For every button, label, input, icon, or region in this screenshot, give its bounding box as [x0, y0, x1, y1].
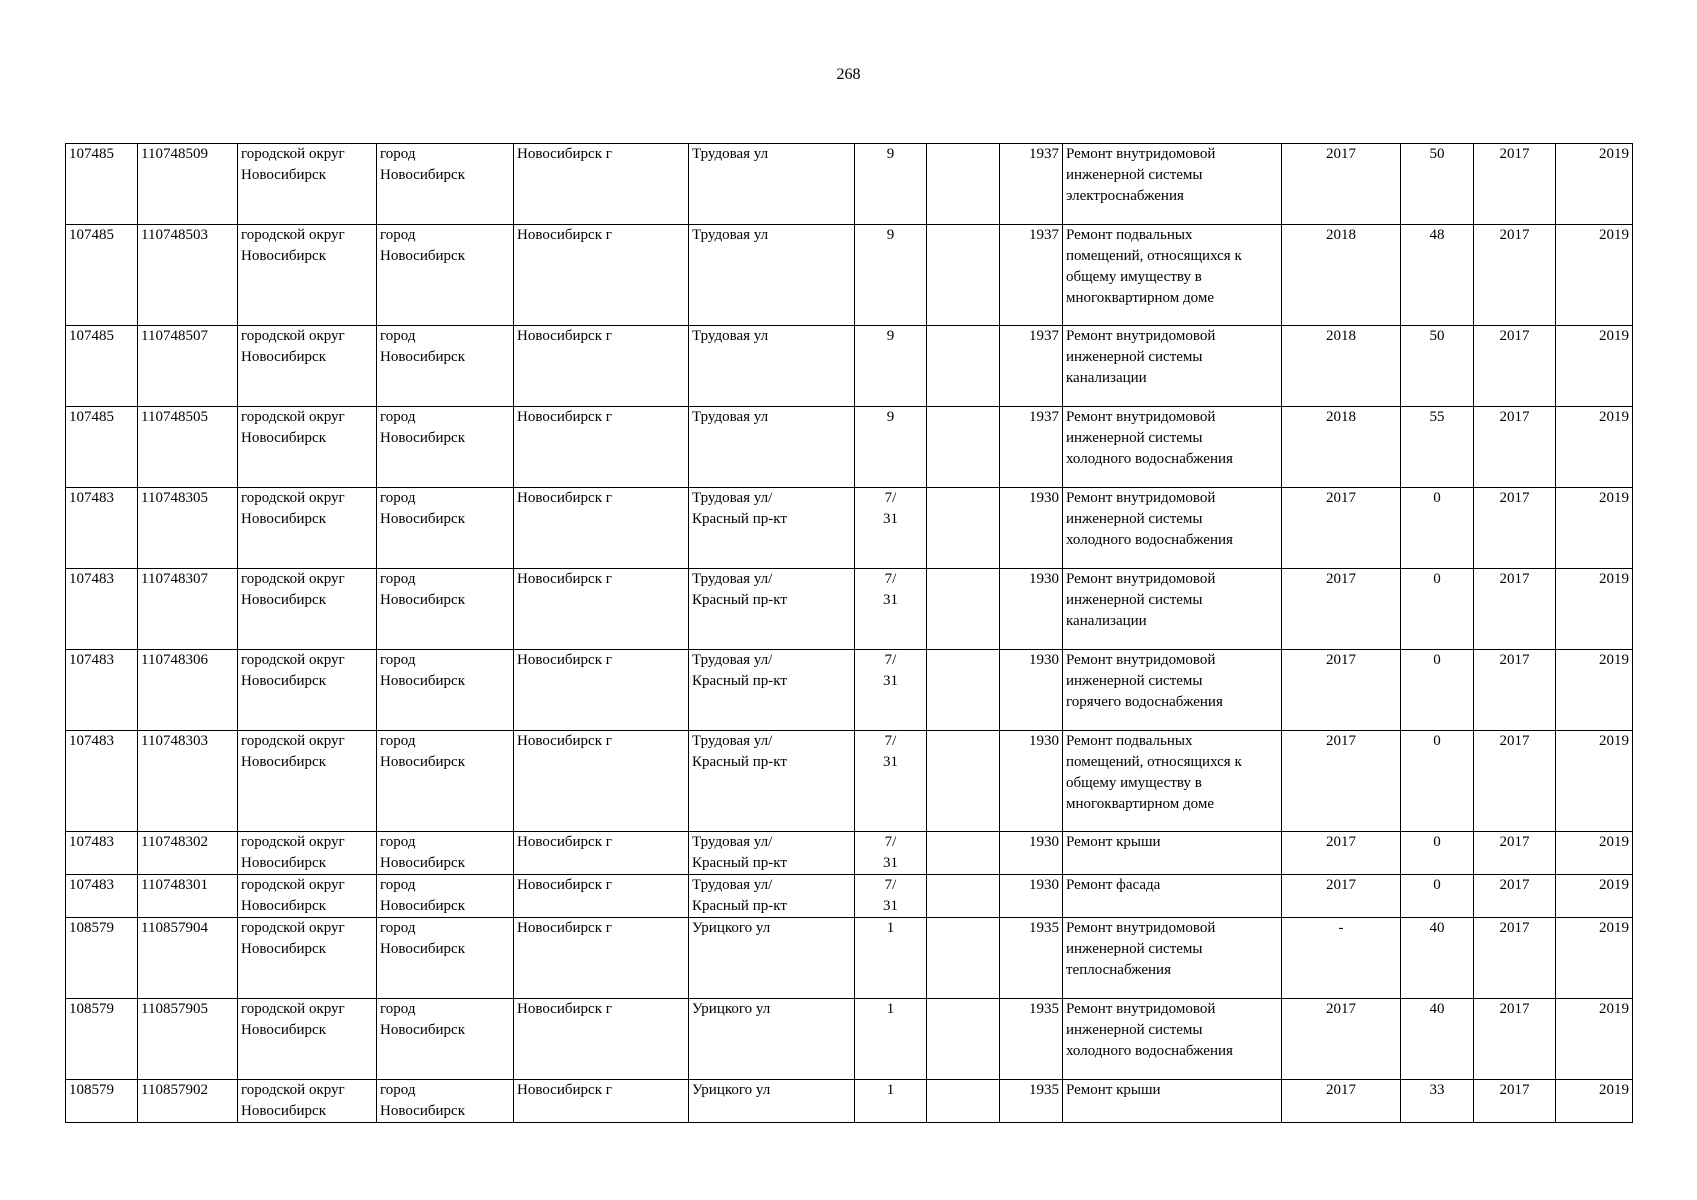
cell-work-type: Ремонт подвальных помещений, относящихся к общему имуществу в многоквартирном доме: [1063, 731, 1282, 832]
cell-planned-year: 2017: [1282, 875, 1401, 918]
cell-locality: Новосибирск г: [514, 999, 689, 1080]
cell-period-start: 2017: [1474, 488, 1556, 569]
cell-wear-percent: 0: [1401, 569, 1474, 650]
cell-house-id: 107485: [66, 144, 138, 225]
table-row: [66, 1080, 1633, 1123]
cell-work-id: 110748503: [138, 225, 238, 326]
cell-period-end: 2019: [1556, 875, 1633, 918]
cell-building: [927, 650, 1000, 731]
cell-street: Урицкого ул: [689, 1080, 855, 1123]
cell-municipal-district: городской округ Новосибирск: [238, 144, 377, 225]
cell-wear-percent: 0: [1401, 875, 1474, 918]
cell-street: Трудовая ул: [689, 225, 855, 326]
page-number: 268: [836, 66, 861, 83]
cell-building: [927, 918, 1000, 999]
cell-house-number: 7/ 31: [855, 569, 927, 650]
table-row: [66, 407, 1633, 488]
cell-planned-year: 2017: [1282, 832, 1401, 875]
cell-period-start: 2017: [1474, 407, 1556, 488]
table-row: [66, 488, 1633, 569]
cell-locality: Новосибирск г: [514, 650, 689, 731]
cell-street: Трудовая ул/ Красный пр-кт: [689, 488, 855, 569]
cell-locality: Новосибирск г: [514, 407, 689, 488]
cell-year-built: 1930: [1000, 731, 1063, 832]
capital-repair-table: [65, 143, 1633, 1123]
cell-house-number: 7/ 31: [855, 731, 927, 832]
cell-planned-year: 2017: [1282, 144, 1401, 225]
cell-settlement: город Новосибирск: [377, 225, 514, 326]
cell-year-built: 1935: [1000, 918, 1063, 999]
cell-planned-year: 2017: [1282, 650, 1401, 731]
cell-period-start: 2017: [1474, 875, 1556, 918]
cell-house-id: 108579: [66, 1080, 138, 1123]
cell-house-number: 9: [855, 144, 927, 225]
cell-settlement: город Новосибирск: [377, 731, 514, 832]
cell-work-type: Ремонт фасада: [1063, 875, 1282, 918]
cell-planned-year: 2017: [1282, 731, 1401, 832]
cell-planned-year: 2017: [1282, 488, 1401, 569]
cell-street: Трудовая ул/ Красный пр-кт: [689, 731, 855, 832]
cell-wear-percent: 0: [1401, 731, 1474, 832]
cell-period-start: 2017: [1474, 731, 1556, 832]
cell-house-id: 107483: [66, 832, 138, 875]
cell-house-id: 107483: [66, 731, 138, 832]
cell-house-number: 7/ 31: [855, 875, 927, 918]
cell-locality: Новосибирск г: [514, 731, 689, 832]
cell-municipal-district: городской округ Новосибирск: [238, 569, 377, 650]
cell-building: [927, 731, 1000, 832]
table-row: [66, 999, 1633, 1080]
cell-work-id: 110748305: [138, 488, 238, 569]
cell-period-end: 2019: [1556, 999, 1633, 1080]
cell-municipal-district: городской округ Новосибирск: [238, 918, 377, 999]
cell-locality: Новосибирск г: [514, 875, 689, 918]
cell-settlement: город Новосибирск: [377, 918, 514, 999]
cell-municipal-district: городской округ Новосибирск: [238, 326, 377, 407]
cell-municipal-district: городской округ Новосибирск: [238, 731, 377, 832]
cell-locality: Новосибирск г: [514, 225, 689, 326]
cell-house-number: 7/ 31: [855, 650, 927, 731]
cell-work-type: Ремонт крыши: [1063, 1080, 1282, 1123]
cell-planned-year: 2017: [1282, 999, 1401, 1080]
cell-year-built: 1937: [1000, 407, 1063, 488]
cell-building: [927, 569, 1000, 650]
cell-settlement: город Новосибирск: [377, 326, 514, 407]
cell-period-end: 2019: [1556, 918, 1633, 999]
cell-locality: Новосибирск г: [514, 918, 689, 999]
table-row: [66, 326, 1633, 407]
cell-house-number: 1: [855, 999, 927, 1080]
cell-period-end: 2019: [1556, 407, 1633, 488]
cell-period-start: 2017: [1474, 832, 1556, 875]
cell-building: [927, 225, 1000, 326]
cell-street: Трудовая ул/ Красный пр-кт: [689, 650, 855, 731]
cell-year-built: 1937: [1000, 144, 1063, 225]
cell-planned-year: 2018: [1282, 326, 1401, 407]
cell-work-id: 110857902: [138, 1080, 238, 1123]
cell-work-id: 110748303: [138, 731, 238, 832]
cell-work-type: Ремонт внутридомовой инженерной системы холодного водоснабжения: [1063, 407, 1282, 488]
cell-period-start: 2017: [1474, 999, 1556, 1080]
cell-year-built: 1930: [1000, 650, 1063, 731]
cell-settlement: город Новосибирск: [377, 1080, 514, 1123]
cell-municipal-district: городской округ Новосибирск: [238, 832, 377, 875]
table-row: [66, 225, 1633, 326]
cell-year-built: 1937: [1000, 326, 1063, 407]
cell-year-built: 1935: [1000, 999, 1063, 1080]
cell-period-end: 2019: [1556, 832, 1633, 875]
cell-building: [927, 832, 1000, 875]
cell-municipal-district: городской округ Новосибирск: [238, 488, 377, 569]
cell-settlement: город Новосибирск: [377, 999, 514, 1080]
cell-house-id: 108579: [66, 999, 138, 1080]
cell-wear-percent: 50: [1401, 326, 1474, 407]
cell-house-number: 1: [855, 918, 927, 999]
cell-municipal-district: городской округ Новосибирск: [238, 875, 377, 918]
cell-period-end: 2019: [1556, 488, 1633, 569]
cell-year-built: 1930: [1000, 488, 1063, 569]
cell-period-end: 2019: [1556, 326, 1633, 407]
cell-period-end: 2019: [1556, 225, 1633, 326]
cell-municipal-district: городской округ Новосибирск: [238, 999, 377, 1080]
cell-work-id: 110857904: [138, 918, 238, 999]
cell-work-type: Ремонт подвальных помещений, относящихся к общему имуществу в многоквартирном доме: [1063, 225, 1282, 326]
cell-locality: Новосибирск г: [514, 144, 689, 225]
cell-building: [927, 875, 1000, 918]
cell-period-start: 2017: [1474, 144, 1556, 225]
cell-work-id: 110748302: [138, 832, 238, 875]
table-row: [66, 875, 1633, 918]
cell-period-start: 2017: [1474, 326, 1556, 407]
cell-work-id: 110748301: [138, 875, 238, 918]
cell-wear-percent: 50: [1401, 144, 1474, 225]
cell-period-start: 2017: [1474, 650, 1556, 731]
cell-work-type: Ремонт внутридомовой инженерной системы электроснабжения: [1063, 144, 1282, 225]
cell-year-built: 1937: [1000, 225, 1063, 326]
cell-wear-percent: 33: [1401, 1080, 1474, 1123]
cell-settlement: город Новосибирск: [377, 875, 514, 918]
cell-work-id: 110748307: [138, 569, 238, 650]
cell-period-end: 2019: [1556, 144, 1633, 225]
cell-period-start: 2017: [1474, 1080, 1556, 1123]
cell-period-end: 2019: [1556, 650, 1633, 731]
cell-building: [927, 999, 1000, 1080]
cell-work-type: Ремонт крыши: [1063, 832, 1282, 875]
table-row: [66, 144, 1633, 225]
cell-wear-percent: 40: [1401, 918, 1474, 999]
cell-street: Урицкого ул: [689, 918, 855, 999]
cell-year-built: 1930: [1000, 569, 1063, 650]
cell-street: Трудовая ул: [689, 144, 855, 225]
cell-street: Трудовая ул: [689, 407, 855, 488]
cell-building: [927, 407, 1000, 488]
cell-house-number: 7/ 31: [855, 832, 927, 875]
cell-house-number: 9: [855, 407, 927, 488]
cell-street: Трудовая ул/ Красный пр-кт: [689, 832, 855, 875]
cell-period-start: 2017: [1474, 225, 1556, 326]
cell-wear-percent: 0: [1401, 488, 1474, 569]
cell-street: Урицкого ул: [689, 999, 855, 1080]
cell-house-id: 107485: [66, 326, 138, 407]
cell-wear-percent: 40: [1401, 999, 1474, 1080]
cell-wear-percent: 48: [1401, 225, 1474, 326]
cell-locality: Новосибирск г: [514, 569, 689, 650]
cell-house-number: 9: [855, 326, 927, 407]
cell-settlement: город Новосибирск: [377, 650, 514, 731]
cell-year-built: 1930: [1000, 832, 1063, 875]
table-row: [66, 832, 1633, 875]
table-row: [66, 650, 1633, 731]
cell-planned-year: 2018: [1282, 407, 1401, 488]
cell-work-type: Ремонт внутридомовой инженерной системы теплоснабжения: [1063, 918, 1282, 999]
cell-work-type: Ремонт внутридомовой инженерной системы холодного водоснабжения: [1063, 999, 1282, 1080]
cell-work-id: 110748507: [138, 326, 238, 407]
cell-locality: Новосибирск г: [514, 326, 689, 407]
cell-house-number: 9: [855, 225, 927, 326]
cell-planned-year: 2018: [1282, 225, 1401, 326]
cell-street: Трудовая ул: [689, 326, 855, 407]
cell-wear-percent: 0: [1401, 832, 1474, 875]
cell-settlement: город Новосибирск: [377, 569, 514, 650]
cell-municipal-district: городской округ Новосибирск: [238, 650, 377, 731]
cell-house-id: 107483: [66, 569, 138, 650]
cell-building: [927, 488, 1000, 569]
cell-settlement: город Новосибирск: [377, 832, 514, 875]
cell-municipal-district: городской округ Новосибирск: [238, 225, 377, 326]
table-row: [66, 569, 1633, 650]
cell-period-end: 2019: [1556, 569, 1633, 650]
cell-period-start: 2017: [1474, 569, 1556, 650]
cell-locality: Новосибирск г: [514, 832, 689, 875]
cell-planned-year: 2017: [1282, 569, 1401, 650]
cell-house-number: 7/ 31: [855, 488, 927, 569]
cell-settlement: город Новосибирск: [377, 144, 514, 225]
cell-work-type: Ремонт внутридомовой инженерной системы канализации: [1063, 569, 1282, 650]
cell-year-built: 1935: [1000, 1080, 1063, 1123]
cell-planned-year: -: [1282, 918, 1401, 999]
cell-settlement: город Новосибирск: [377, 407, 514, 488]
cell-house-number: 1: [855, 1080, 927, 1123]
cell-period-end: 2019: [1556, 1080, 1633, 1123]
cell-house-id: 107483: [66, 650, 138, 731]
cell-work-type: Ремонт внутридомовой инженерной системы горячего водоснабжения: [1063, 650, 1282, 731]
cell-street: Трудовая ул/ Красный пр-кт: [689, 875, 855, 918]
cell-house-id: 107483: [66, 875, 138, 918]
cell-work-id: 110748509: [138, 144, 238, 225]
cell-locality: Новосибирск г: [514, 1080, 689, 1123]
cell-planned-year: 2017: [1282, 1080, 1401, 1123]
cell-period-end: 2019: [1556, 731, 1633, 832]
cell-house-id: 107485: [66, 407, 138, 488]
cell-period-start: 2017: [1474, 918, 1556, 999]
cell-building: [927, 144, 1000, 225]
table-row: [66, 731, 1633, 832]
cell-wear-percent: 55: [1401, 407, 1474, 488]
cell-work-type: Ремонт внутридомовой инженерной системы холодного водоснабжения: [1063, 488, 1282, 569]
cell-wear-percent: 0: [1401, 650, 1474, 731]
cell-street: Трудовая ул/ Красный пр-кт: [689, 569, 855, 650]
cell-locality: Новосибирск г: [514, 488, 689, 569]
table-row: [66, 918, 1633, 999]
cell-work-id: 110748306: [138, 650, 238, 731]
cell-house-id: 107483: [66, 488, 138, 569]
cell-municipal-district: городской округ Новосибирск: [238, 1080, 377, 1123]
cell-house-id: 107485: [66, 225, 138, 326]
cell-building: [927, 1080, 1000, 1123]
cell-municipal-district: городской округ Новосибирск: [238, 407, 377, 488]
cell-building: [927, 326, 1000, 407]
cell-work-id: 110748505: [138, 407, 238, 488]
cell-settlement: город Новосибирск: [377, 488, 514, 569]
cell-house-id: 108579: [66, 918, 138, 999]
cell-year-built: 1930: [1000, 875, 1063, 918]
cell-work-type: Ремонт внутридомовой инженерной системы канализации: [1063, 326, 1282, 407]
cell-work-id: 110857905: [138, 999, 238, 1080]
